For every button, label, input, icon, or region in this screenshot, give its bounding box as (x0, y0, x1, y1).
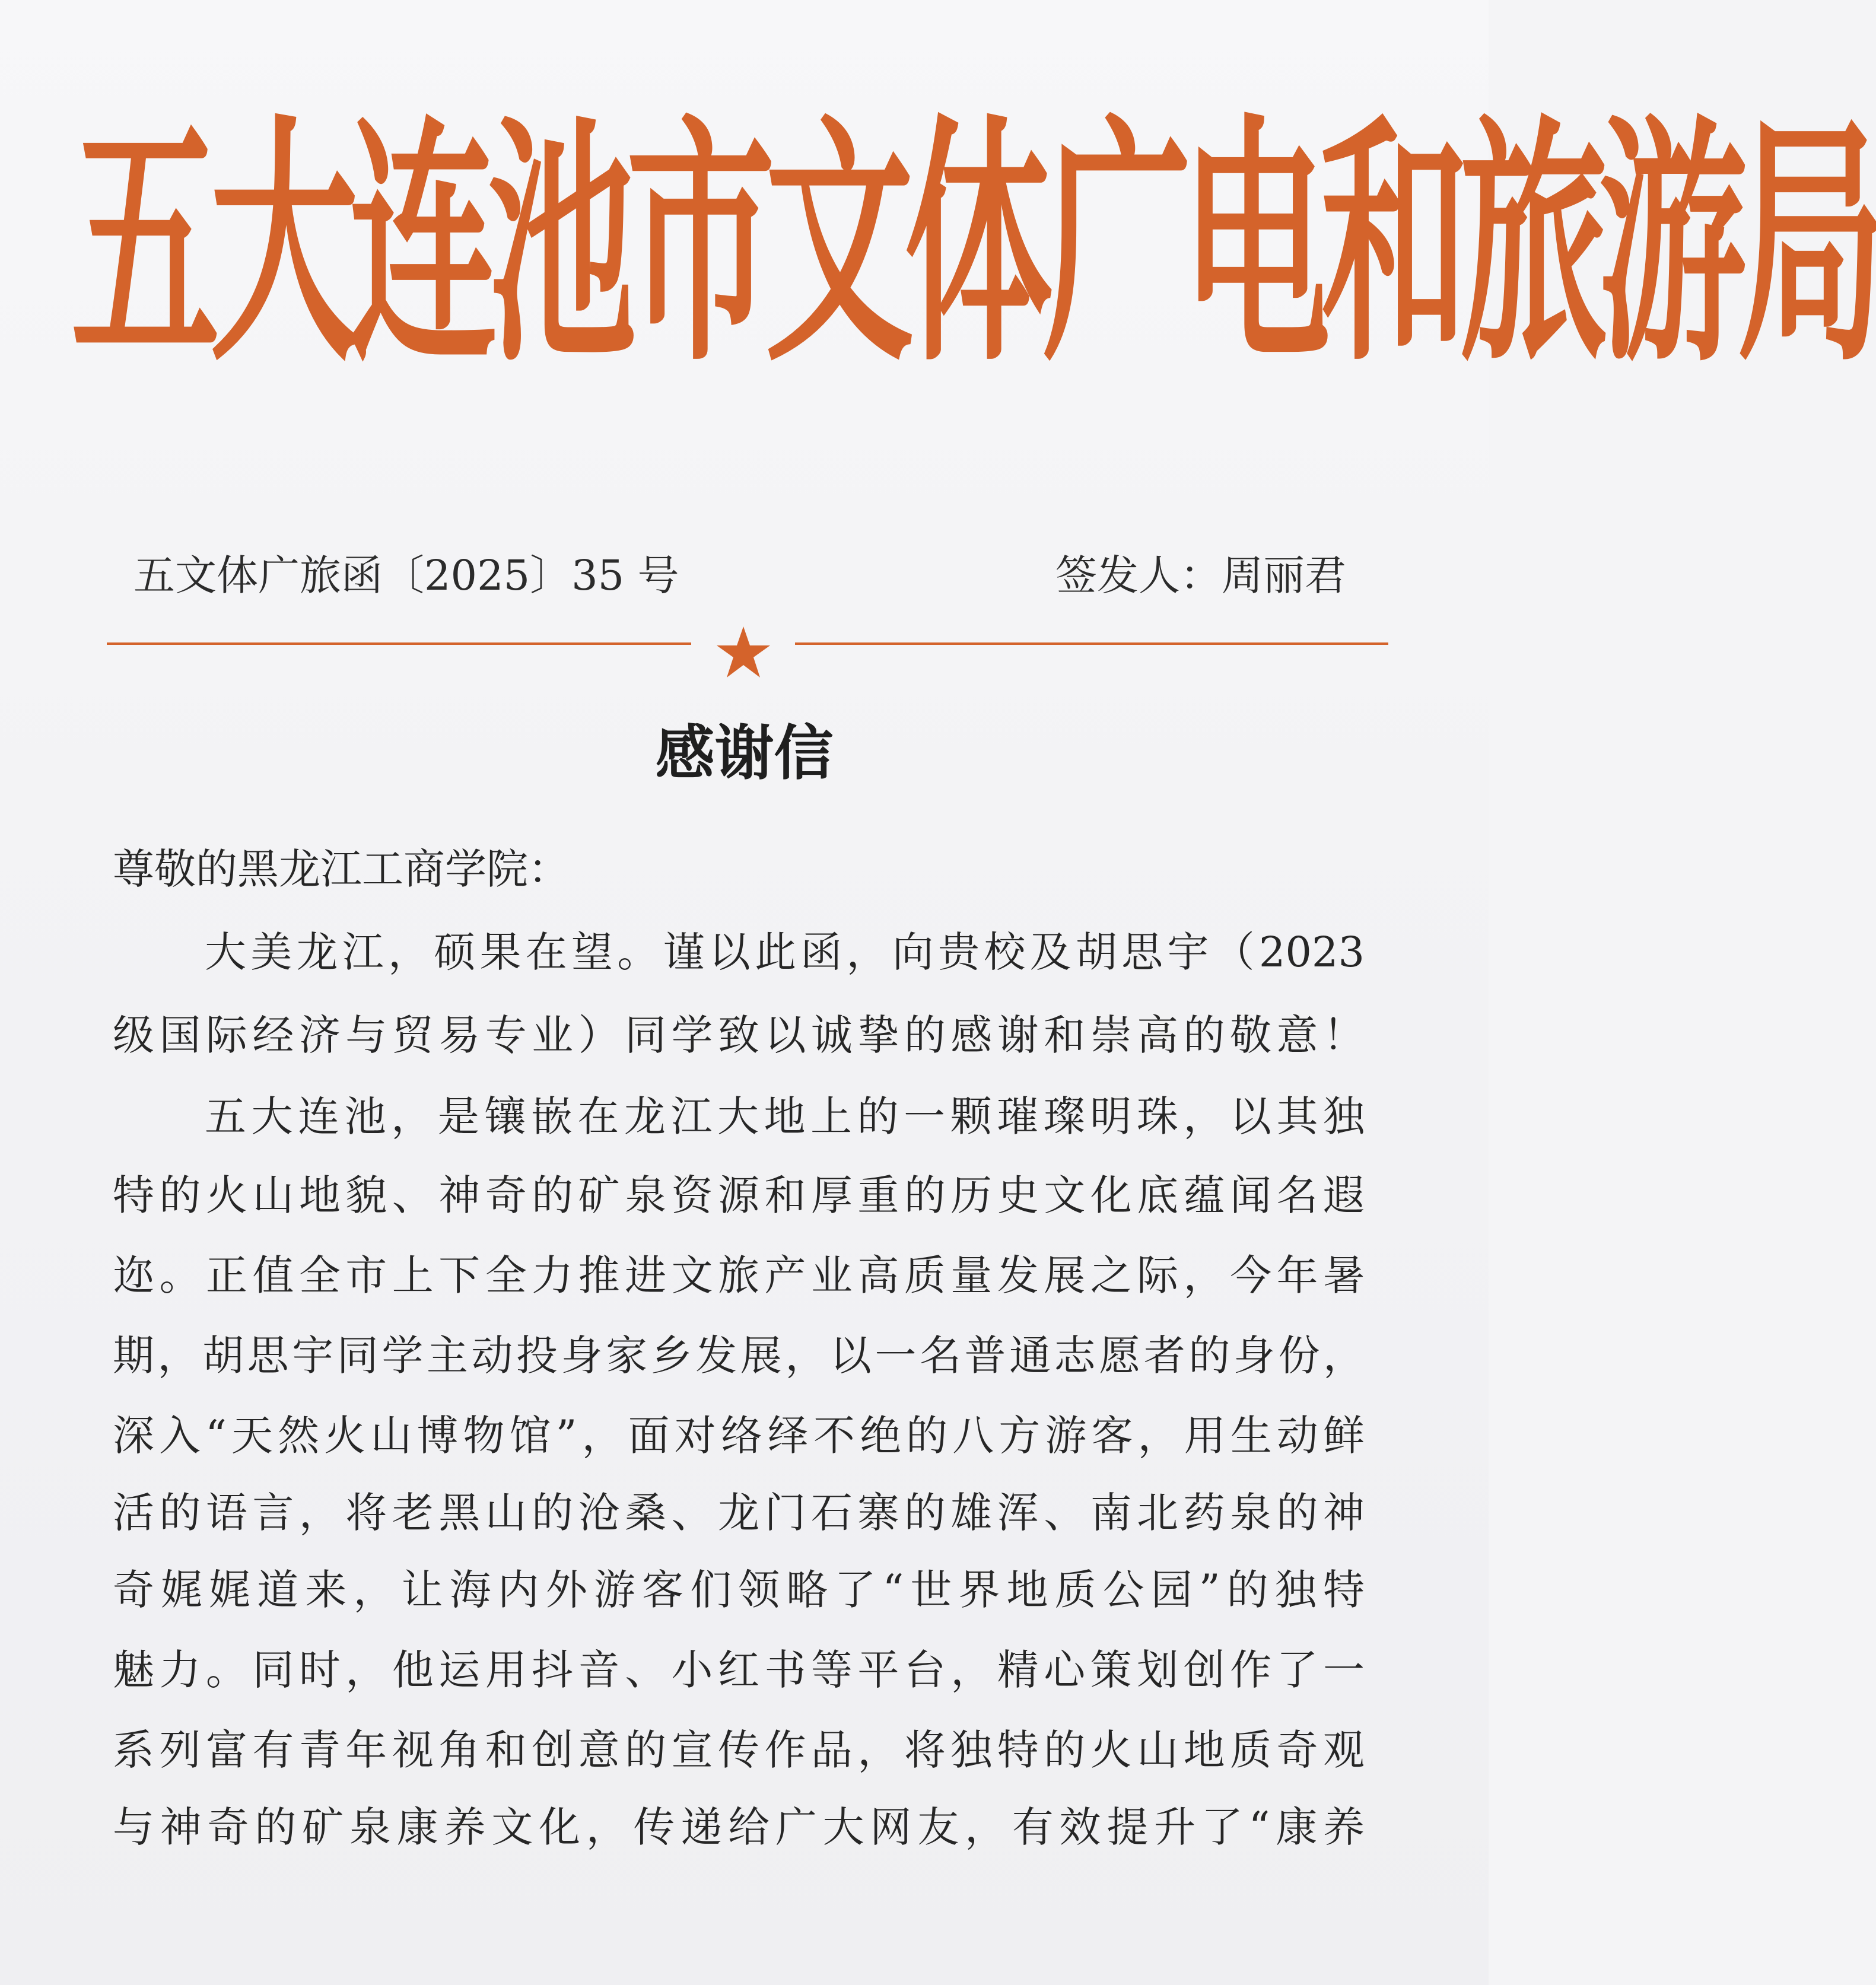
body-line: 期，胡思宇同学主动投身家乡发展，以一名普通志愿者的身份， (113, 1331, 1365, 1380)
body-line: 深入“天然火山博物馆”，面对络绎不绝的八方游客，用生动鲜 (113, 1411, 1365, 1460)
salutation: 尊敬的黑龙江工商学院： (113, 845, 570, 893)
body-line: 级国际经济与贸易专业）同学致以诚挚的感谢和崇高的敬意！ (113, 1011, 1365, 1060)
body-line: 奇娓娓道来，让海内外游客们领略了“世界地质公园”的独特 (113, 1566, 1365, 1614)
body-line: 与神奇的矿泉康养文化，传递给广大网友，有效提升了“康养 (113, 1803, 1365, 1852)
body-line: 系列富有青年视角和创意的宣传作品，将独特的火山地质奇观 (113, 1726, 1365, 1774)
divider-rule-right (795, 642, 1388, 645)
letter-title: 感谢信 (655, 718, 834, 788)
body-line: 五大连池，是镶嵌在龙江大地上的一颗璀璨明珠，以其独 (205, 1092, 1365, 1141)
divider-rule-left (107, 642, 691, 645)
document-meta (133, 549, 1346, 602)
document-number: 五文体广旅函〔2025〕35 号 (133, 551, 679, 600)
body-line: 迩。正值全市上下全力推进文旅产业高质量发展之际，今年暑 (113, 1251, 1365, 1300)
body-line: 活的语言，将老黑山的沧桑、龙门石寨的雄浑、南北药泉的神 (113, 1488, 1365, 1537)
signer: 签发人：周丽君 (1055, 551, 1346, 600)
body-line: 魅力。同时，他运用抖音、小红书等平台，精心策划创作了一 (113, 1646, 1365, 1694)
body-line: 特的火山地貌、神奇的矿泉资源和厚重的历史文化底蕴闻名遐 (113, 1171, 1365, 1220)
star-icon (714, 623, 773, 682)
letterhead-organization: 五大连池市文体广电和旅游局 (71, 90, 1876, 396)
body-line: 大美龙江，硕果在望。谨以此函，向贵校及胡思宇（2023 (205, 928, 1365, 976)
